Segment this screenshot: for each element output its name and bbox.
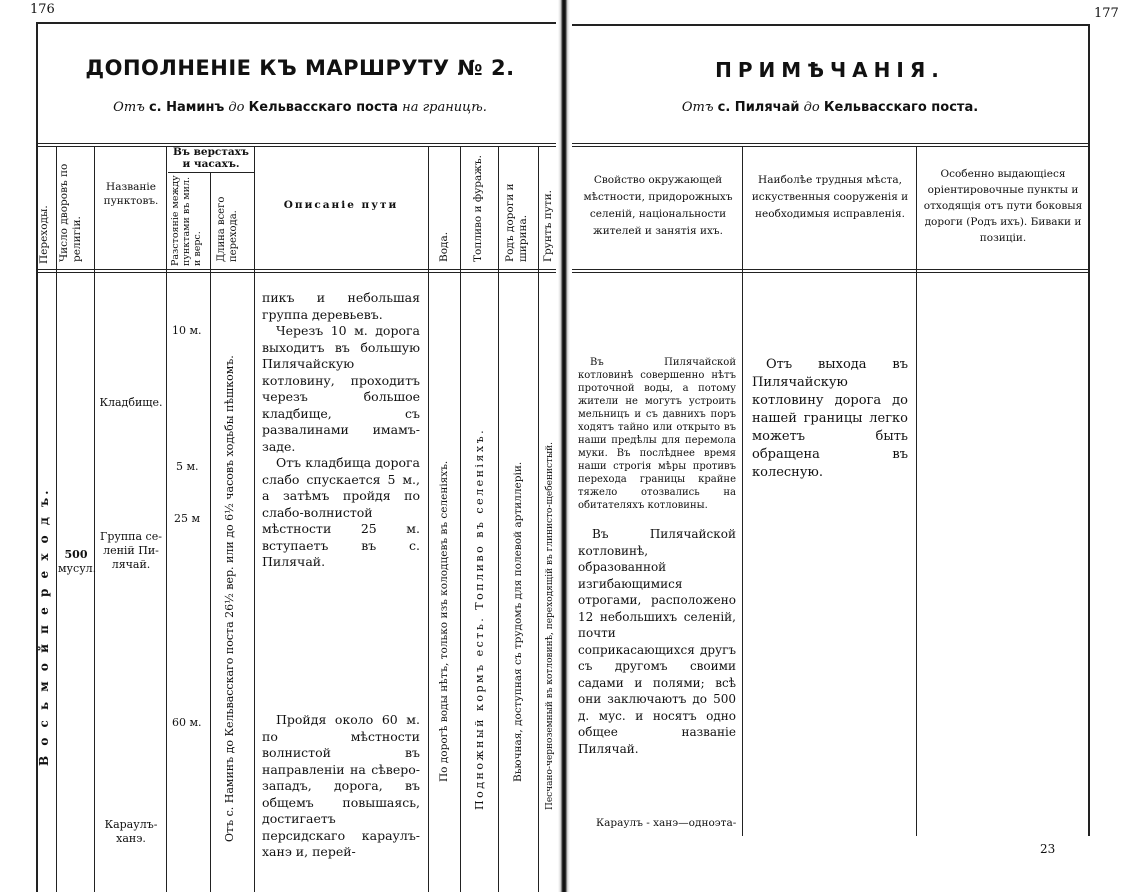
header-voda: Вода.: [438, 231, 450, 262]
page-number-left: 176: [30, 2, 55, 17]
grunt-text: Песчано-черноземный въ котловинѣ, переходящій въ глинисто-щебенистый.: [545, 442, 555, 810]
left-title: ДОПОЛНЕНІЕ КЪ МАРШРУТУ № 2.: [85, 56, 515, 80]
header-col2: Наиболѣе трудныя мѣста, искуственныя сооруженія и необходимыя исправленія.: [751, 174, 909, 220]
right-subtitle: Отъ с. Пилячай до Кельвасскаго поста.: [681, 100, 979, 115]
header-rod: Родъ дороги и ширина.: [504, 183, 529, 262]
page-number-right: 177: [1094, 6, 1119, 21]
header-toplivo: Топливо и фуражъ.: [472, 155, 484, 262]
rod-text: Вьючная, доступная съ трудомъ для полевой артиллеріи.: [512, 461, 524, 782]
right-title: ПРИМѢЧАНІЯ.: [715, 58, 945, 82]
sheet-number: 23: [1040, 842, 1056, 856]
header-dlina: Длина всего перехода.: [216, 196, 239, 262]
opisanie-p2: Черезъ 10 м. дорога выходитъ въ большую Пилячайскую котловину, проходитъ черезъ большое кладбище, съ развалинами имамъ-заде.: [262, 323, 420, 454]
punkt-gruppa: Группа се- леній Пи- лячай.: [100, 530, 162, 571]
header-grunt: Грунтъ пути.: [542, 190, 554, 262]
col1-small-text: Въ Пилячайской котловинѣ совершенно нѣтъ проточной воды, а потому жители не могутъ устроить мельницъ и съ давнихъ поръ ходятъ тайно или открыто въ наши предѣлы для перемола муки. Въ послѣднее время наши строгія мѣры противъ перехода границы крайне тяжело отозвались на обитателяхъ котловины.: [578, 357, 736, 511]
header-opisanie: Описаніе пути: [283, 199, 399, 211]
dvory-religion: мусул.: [58, 562, 97, 575]
header-nazvanie: Названіе пунктовъ.: [103, 181, 159, 207]
perehod-label: В о с ь м о й п е р е х о д ъ.: [37, 487, 51, 766]
header-col1: Свойство окружающей мѣстности, придорожныхъ селеній, національности жителей и занятія ихъ.: [583, 174, 733, 237]
distance-60: 60 м.: [172, 716, 202, 729]
punkt-kladbishche: Кладбище.: [99, 396, 163, 409]
opisanie-p4: Пройдя около 60 м. по мѣстности волнистой въ направленіи на сѣверо-западъ, дорога, въ общемъ повышаясь, достигаетъ персидскаго караулъ-ханэ и, перей-: [262, 712, 420, 859]
opisanie-p1: пикъ и небольшая группа деревьевъ.: [262, 290, 420, 322]
opisanie-p3: Отъ кладбища дорога слабо спускается 5 м., а затѣмъ пройдя по слабо-волнистой мѣстности 25 м. вступаетъ въ с. Пилячай.: [262, 455, 420, 569]
distance-25: 25 м: [174, 512, 201, 525]
dvory-count: 500: [64, 548, 88, 561]
header-col3: Особенно выдающіеся оріентировочные пункты и отходящія отъ пути боковыя дороги (Родъ ихъ). Биваки и позиціи.: [923, 168, 1083, 244]
book-spine: [558, 0, 570, 892]
header-chislo: Число дворовъ по религіи.: [58, 163, 83, 262]
dlina-text: Отъ с. Наминъ до Кельвасскаго поста 26½ вер. или до 6½ часовъ ходьбы пѣшкомъ.: [223, 355, 236, 842]
left-subtitle: Отъ с. Наминъ до Кельвасскаго поста на границѣ.: [113, 100, 487, 115]
col1-bottom: Караулъ - ханэ—одноэта-: [596, 817, 737, 829]
opisanie-text: [262, 290, 420, 571]
col1-paragraph: Въ Пилячайской котловинѣ, образованной изгибающимися отрогами, расположено 12 небольшихъ селеній, почти соприкасающихся другъ съ другомъ своими садами и полями; всѣ они заключаютъ до 500 д. мус. и носятъ одно общее названіе Пилячай.: [578, 527, 736, 756]
col2-text: Отъ выхода въ Пилячайскую котловину дорога до нашей границы легко можетъ быть обращена въ колесную.: [752, 357, 908, 480]
header-rasstoyanie: Разстояніе между пунктами въ мил. и верс.: [170, 175, 203, 266]
voda-text: По дорогѣ воды нѣтъ, только изъ колодцевъ въ селеніяхъ.: [438, 460, 450, 782]
header-perehody: Переходы.: [38, 205, 50, 264]
toplivo-text: Подножный кормъ есть. Топливо въ селеніяхъ.: [473, 427, 486, 810]
punkt-karaul: Караулъ- ханэ.: [104, 818, 158, 845]
header-verstakh: Въ верстахъ и часахъ.: [173, 146, 249, 170]
distance-10: 10 м.: [172, 324, 202, 337]
distance-5: 5 м.: [176, 460, 199, 473]
